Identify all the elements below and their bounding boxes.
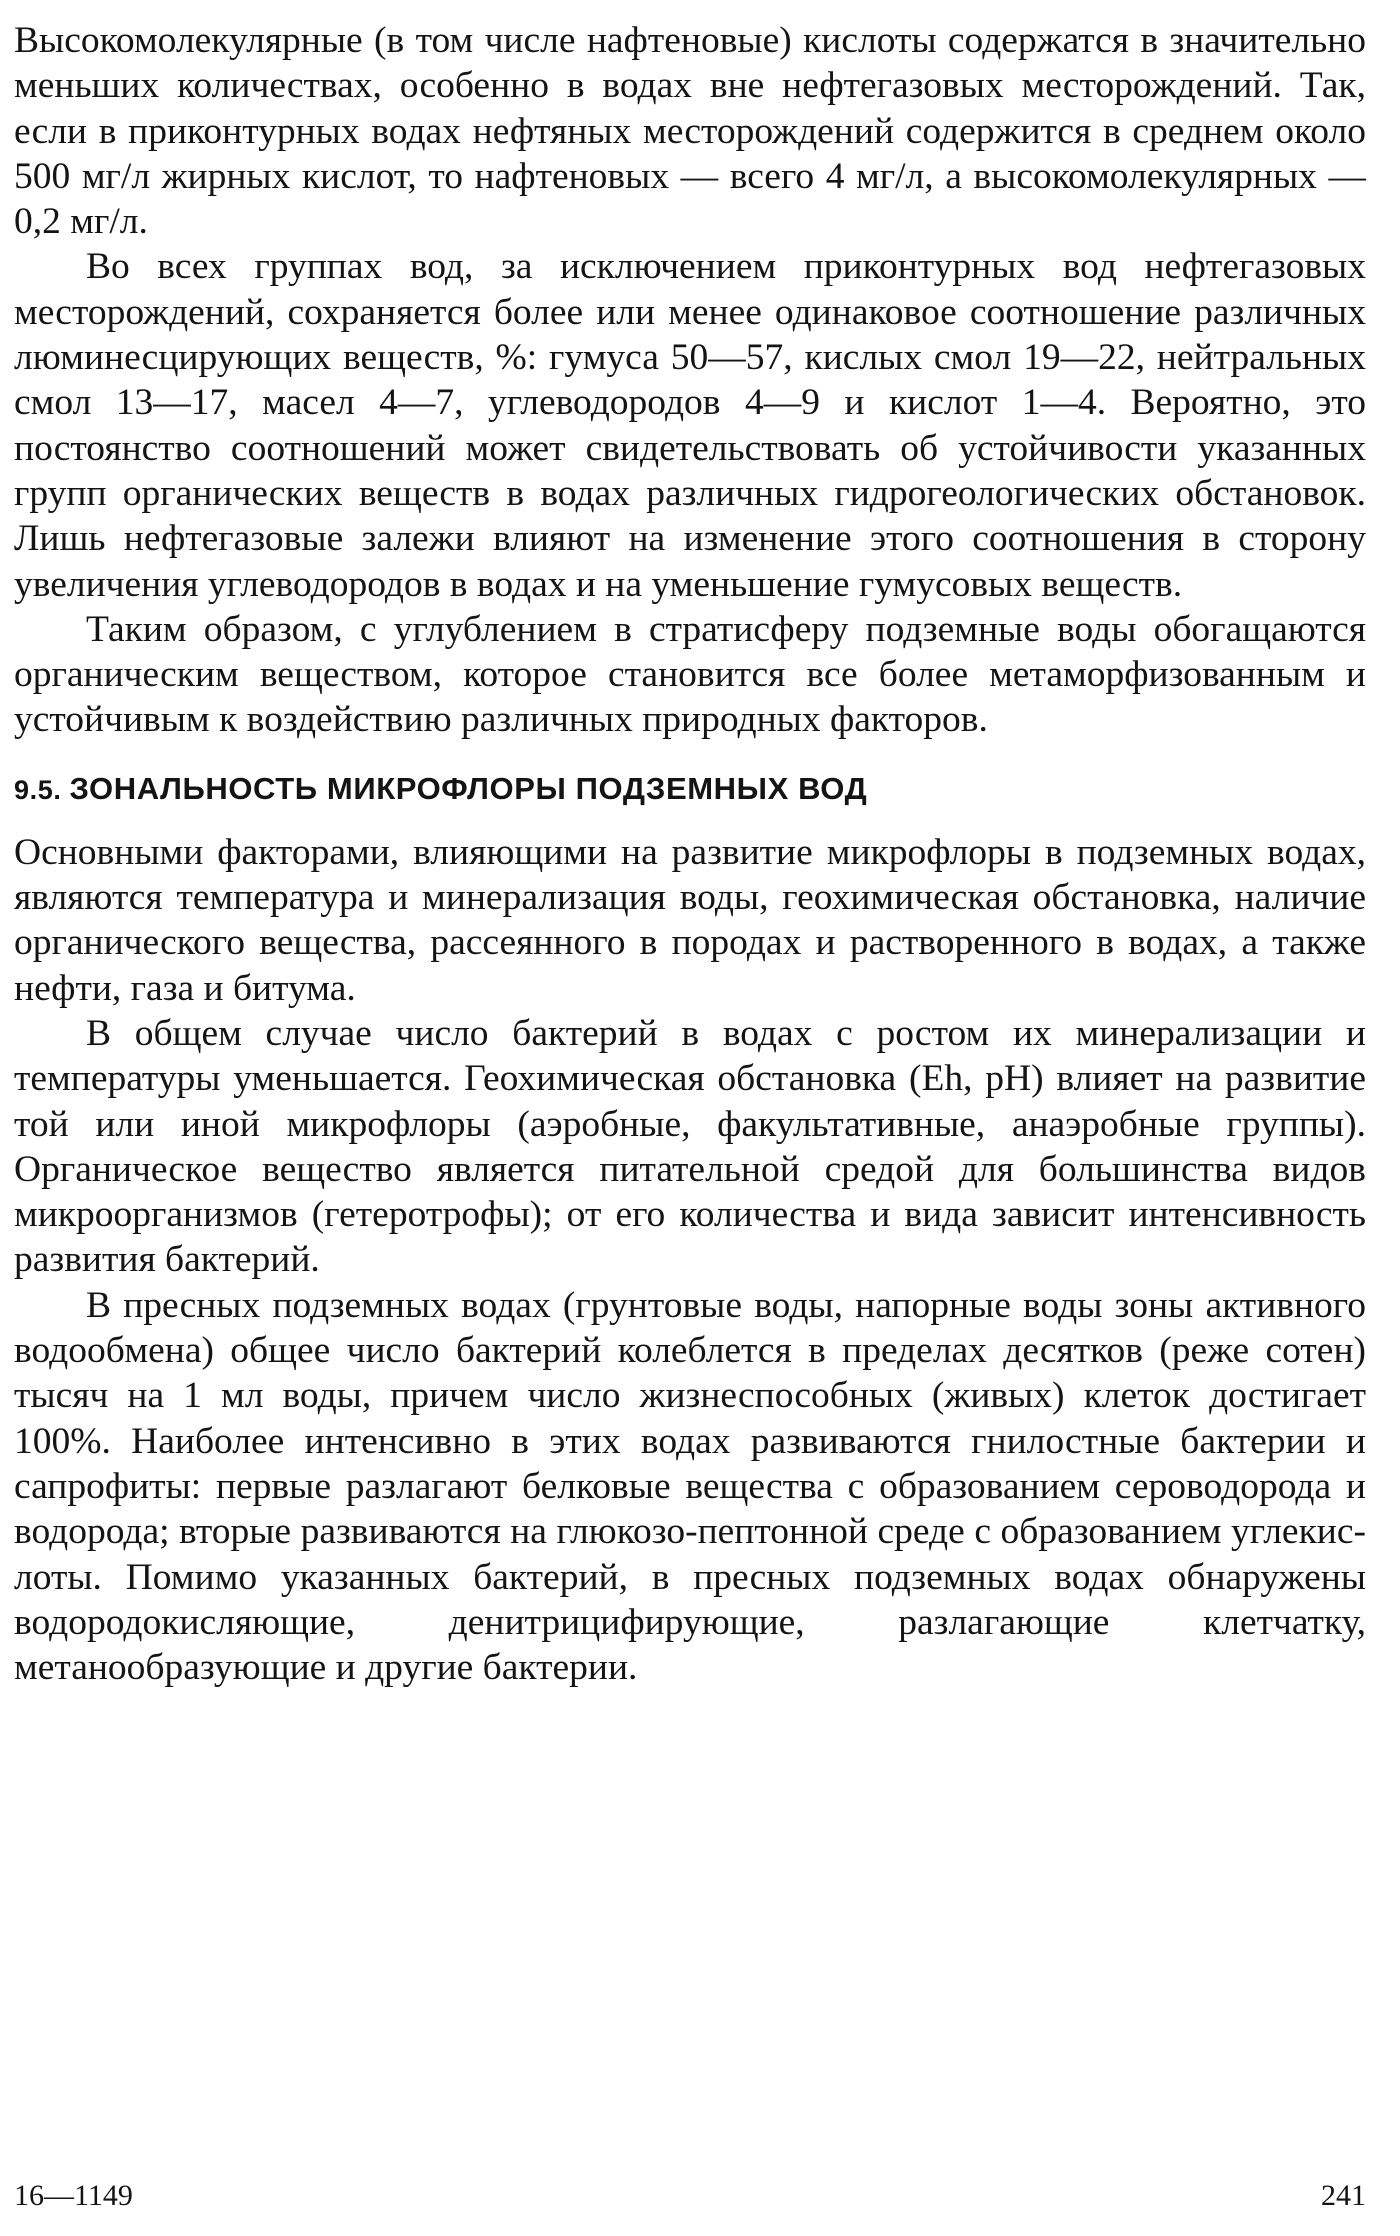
paragraph: В пресных подземных водах (грунтовые воды, напорные воды зоны активного водообмена) общее число бактерий колеблется в пределах десятков (реже сотен) тысяч на 1 мл воды, причем число жизнеспособных (живых) клеток достигает 100%. Наиболее интенсивно в этих водах развиваются гнилостные бактерии и сапрофиты: первые разлагают белковые вещества с образованием сероводорода и водорода; вторые развиваются на глюкозо-пептонной среде с образованием углекислоты. Помимо указанных бактерий, в пресных подземных водах обнаружены водородокисляющие, денитрицифирующие, разлагающие клетчатку, метанообразующие и другие бактерии. xyxy=(14,1284,1366,1689)
section-heading xyxy=(14,769,1366,810)
paragraph: Во всех группах вод, за исключением приконтурных вод нефтегазовых месторождений, сохраняется более или менее одинаковое соотношение различных люминесцирующих веществ, %: гумуса 50—57, кислых смол 19—22, нейтральных смол 13—17, масел 4—7, углеводородов 4—9 и кислот 1—4. Вероятно, это постоянство соотношений может свидетельствовать об устойчивости указанных групп органических веществ в водах различных гидрогеологических обстановок. Лишь нефтегазовые залежи влияют на изменение этого соотношения в сторону увеличения углеводородов в водах и на уменьшение гумусовых веществ. xyxy=(14,246,1366,605)
page-number: 241 xyxy=(1321,2179,1366,2212)
printer-signature: 16—1149 xyxy=(14,2179,133,2212)
paragraph: В общем случае число бактерий в водах с ростом их минерализации и температуры уменьшается. Геохимическая обстановка (Eh, pH) влияет на развитие той или иной микрофлоры (аэробные, факультативные, анаэробные группы). Органическое вещество является питательной средой для большинства видов микроорганизмов (гетеротрофы); от его количества и вида зависит интенсивность развития бактерий. xyxy=(14,1012,1366,1281)
paragraph: Основными факторами, влияющими на развитие микрофлоры в подземных водах, являются температура и минерализация воды, геохимическая обстановка, наличие органического вещества, рассеянного в породах и растворенного в водах, а также нефти, газа и битума. xyxy=(14,831,1366,1009)
page-footer xyxy=(14,2174,1366,2218)
paragraph: Таким образом, с углублением в стратисферу подземные воды обогащаются органическим веществом, которое становится все более метаморфизованным и устойчивым к воздействию различных природных факторов. xyxy=(14,608,1366,741)
book-page xyxy=(14,18,1366,2218)
section-number: 9.5. xyxy=(14,774,62,805)
section-title: ЗОНАЛЬНОСТЬ МИКРОФЛОРЫ ПОДЗЕМНЫХ ВОД xyxy=(69,770,868,806)
paragraph: Высокомолекулярные (в том числе нафтеновые) кислоты содержатся в значительно меньших количествах, особенно в водах вне нефтегазовых месторождений. Так, если в приконтурных водах нефтяных месторождений содержится в среднем около 500 мг/л жирных кислот, то нафтеновых — всего 4 мг/л, а высокомолекулярных — 0,2 мг/л. xyxy=(14,20,1366,243)
